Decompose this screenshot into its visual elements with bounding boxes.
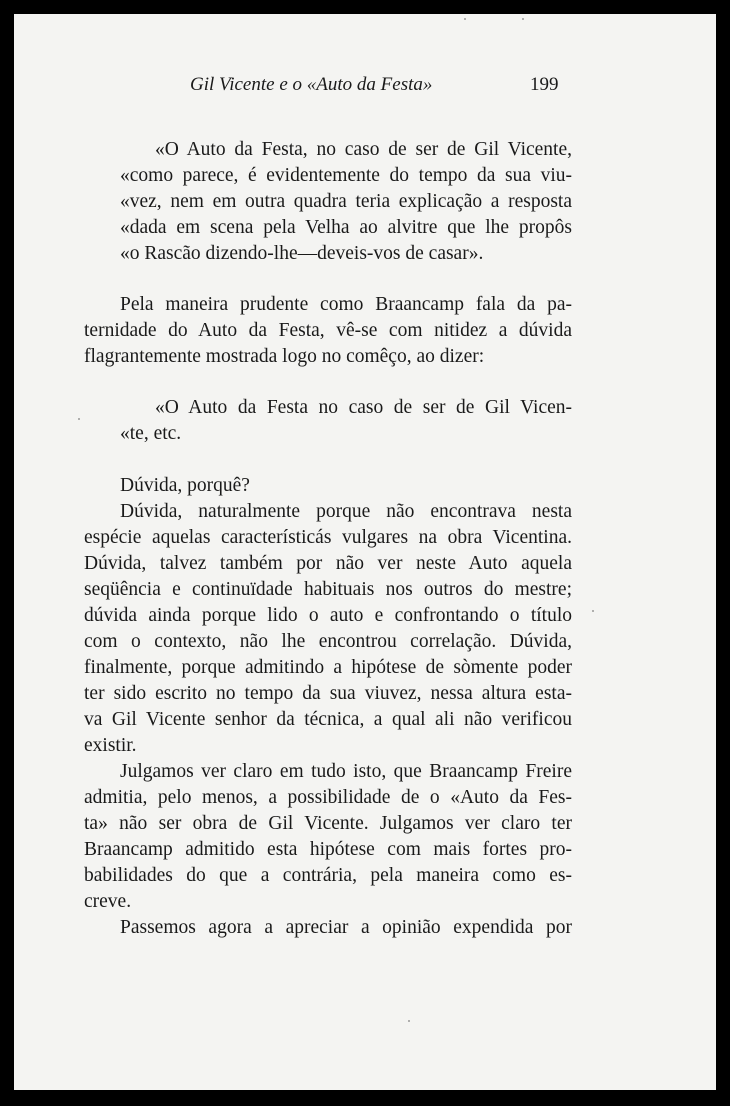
para4-line: Braancamp admitido esta hipótese com mais fortes pro-: [84, 839, 572, 860]
para4-line: admitia, pelo menos, a possibilidade de o «Auto da Fes-: [84, 787, 572, 808]
scan-speck: [408, 1020, 410, 1022]
para3-line: existir.: [84, 735, 137, 756]
para1-line: ternidade do Auto da Festa, vê-se com nitidez a dúvida: [84, 320, 572, 341]
para4-line: creve.: [84, 891, 132, 912]
para3-line: espécie aquelas característicás vulgares na obra Vicentina.: [84, 527, 572, 548]
para4-line: babilidades do que a contrária, pela maneira como es-: [84, 865, 572, 886]
para3-line: Dúvida, naturalmente porque não encontrava nesta: [120, 501, 572, 522]
para2-line: Dúvida, porquê?: [120, 475, 250, 496]
para3-line: finalmente, porque admitindo a hipótese de sòmente poder: [84, 657, 572, 678]
quote1-line: «o Rascão dizendo-lhe—deveis-vos de casar».: [120, 243, 484, 264]
para5-line: Passemos agora a apreciar a opinião expendida por: [120, 917, 572, 938]
quote2-line: «O Auto da Festa no caso de ser de Gil Vicen-: [155, 397, 572, 418]
para3-line: ter sido escrito no tempo da sua viuvez, nessa altura esta-: [84, 683, 572, 704]
book-page: [14, 14, 716, 1090]
scan-speck: [522, 18, 524, 20]
para3-line: dúvida ainda porque lido o auto e confrontando o título: [84, 605, 572, 626]
para4-line: Julgamos ver claro em tudo isto, que Braancamp Freire: [120, 761, 572, 782]
para3-line: va Gil Vicente senhor da técnica, a qual ali não verificou: [84, 709, 572, 730]
scan-speck: [592, 610, 594, 612]
scan-speck: [78, 418, 80, 420]
running-title: Gil Vicente e o «Auto da Festa»: [190, 74, 433, 95]
para3-line: com o contexto, não lhe encontrou correlação. Dúvida,: [84, 631, 572, 652]
para3-line: Dúvida, talvez também por não ver neste Auto aquela: [84, 553, 572, 574]
para1-line: Pela maneira prudente como Braancamp fala da pa-: [120, 294, 572, 315]
para1-line: flagrantemente mostrada logo no comêço, ao dizer:: [84, 346, 485, 367]
quote2-line: «te, etc.: [120, 423, 182, 444]
quote1-line: «vez, nem em outra quadra teria explicação a resposta: [120, 191, 572, 212]
quote1-line: «O Auto da Festa, no caso de ser de Gil Vicente,: [155, 139, 572, 160]
para3-line: seqüência e continuïdade habituais nos outros do mestre;: [84, 579, 572, 600]
scan-speck: [464, 18, 466, 20]
para4-line: ta» não ser obra de Gil Vicente. Julgamos ver claro ter: [84, 813, 572, 834]
page-header: [14, 74, 716, 104]
page-number: 199: [530, 74, 559, 95]
quote1-line: «dada em scena pela Velha ao alvitre que lhe propôs: [120, 217, 572, 238]
quote1-line: «como parece, é evidentemente do tempo da sua viu-: [120, 165, 572, 186]
